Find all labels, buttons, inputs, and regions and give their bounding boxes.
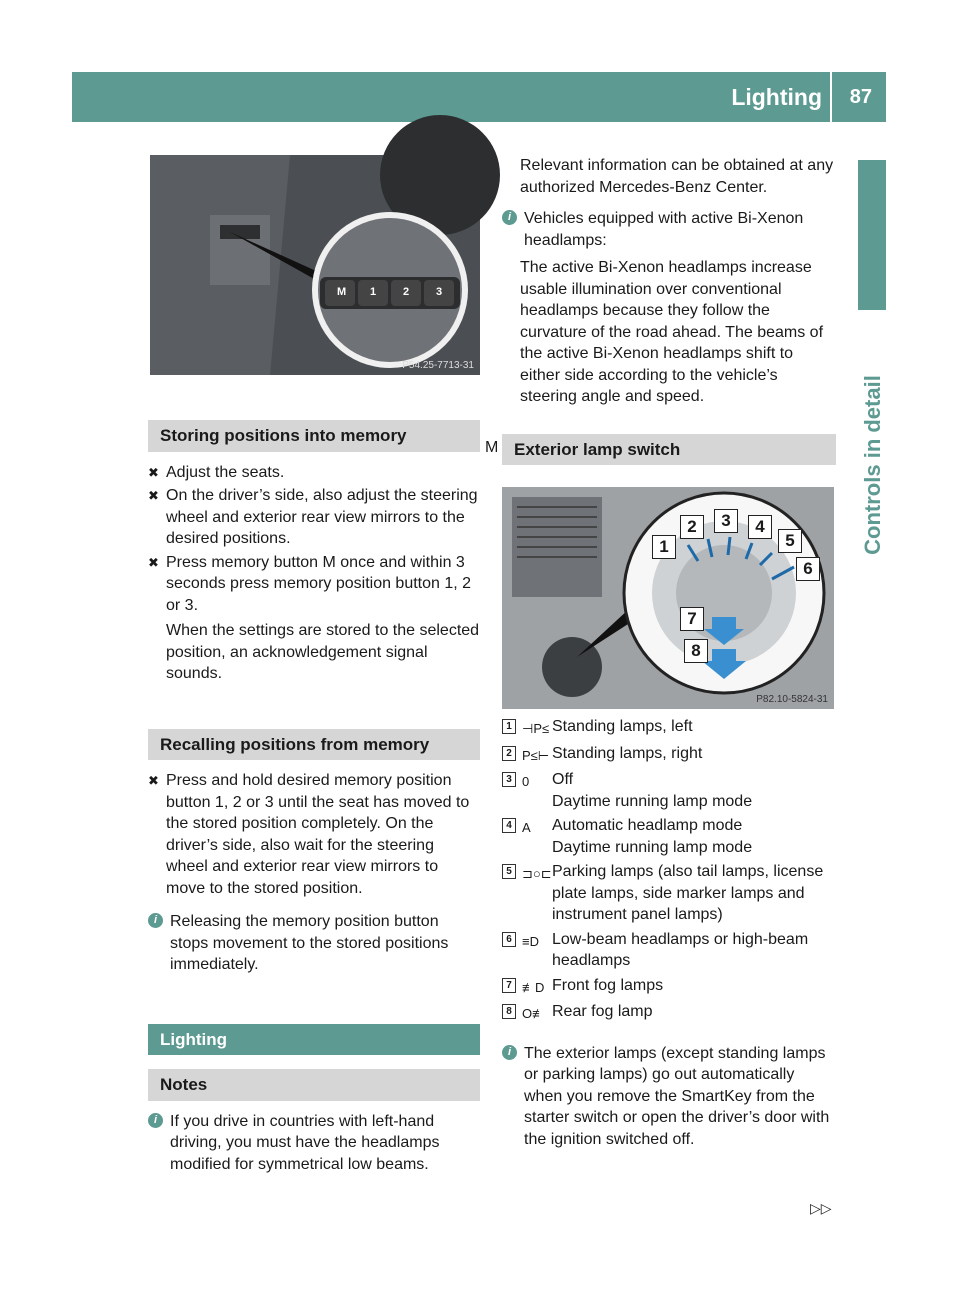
step-arrow-icon: ✖ [148,488,159,503]
off-icon: 0 [522,774,530,789]
legend-item: 7 ≢D Front fog lamps [502,975,836,999]
figure-caption: P82.10-5824-31 [756,694,828,705]
legend-item: 6 ≡D Low-beam headlamps or high-beam headlamps [502,929,836,972]
section-heading: Recalling positions from memory [148,729,480,761]
paragraph: The active Bi-Xenon headlamps increase usable illumination over conventional headlamps because they follow the curvature of the road ahead. The beams of the active Bi-Xenon headlamps shift to either side according to the vehicle’s steering angle and speed. [520,259,824,405]
info-note: i Releasing the memory position button stops movement to the stored positions immediately. [148,911,480,976]
callout-2: 2 [680,515,704,539]
memory-button-2-label: 2 [403,286,410,298]
callout-5: 5 [778,529,802,553]
instruction-step: ✖ Press and hold desired memory position button 1, 2 or 3 until the seat has moved to the stored position completely. On the driver’s side, also wait for the steering wheel and exterior rear view mirrors to move to the stored position. [148,772,470,897]
legend-item: 3 0 Off Daytime running lamp mode [502,769,836,812]
side-tab [858,160,886,310]
parking-lamps-icon: ⊐○⊏ [522,866,552,881]
callout-3: 3 [714,509,738,533]
paragraph: Relevant information can be obtained at any authorized Mercedes-Benz Center. [520,157,834,196]
low-beam-icon: ≡D [522,933,539,949]
info-note: i Vehicles equipped with active Bi-Xenon headlamps: [502,208,836,251]
front-fog-lamp-icon: ≢D [522,979,545,995]
callout-1: 1 [652,535,676,559]
section-heading-dark: Lighting [148,1024,480,1056]
subsection-heading: Notes [148,1069,480,1101]
info-note: i If you drive in countries with left-hand driving, you must have the headlamps modified for symmetrical low beams. [148,1111,480,1176]
step-arrow-icon: ✖ [148,554,159,570]
instruction-step: ✖ On the driver’s side, also adjust the steering wheel and exterior rear view mirrors to the desired positions. [148,487,478,547]
info-icon: i [502,210,517,225]
page-title: Lighting [731,84,822,110]
auto-headlamp-icon: A [522,820,531,835]
callout-7: 7 [680,607,704,631]
callout-6: 6 [796,557,820,581]
side-label: Controls in detail [860,375,885,555]
instruction-step: ✖ Press memory button M once and within 3 seconds press memory position button 1, 2 or 3. [148,553,472,614]
section-heading: Storing positions into memory [148,420,480,452]
callout-8: 8 [684,639,708,663]
memory-button-3-label: 3 [436,286,443,298]
step-arrow-icon: ✖ [148,773,159,788]
legend-item: 5 ⊐○⊏ Parking lamps (also tail lamps, license plate lamps, side marker lamps and instrument panel lamps) [502,861,836,926]
right-column [502,155,836,465]
header-divider [830,72,832,122]
info-icon: i [502,1045,517,1060]
legend-item: 1 ⊣P≤ Standing lamps, left [502,716,836,740]
continue-arrows: ▷▷ [810,1200,832,1216]
section-heading: Exterior lamp switch [502,434,836,466]
memory-button-m: M [485,439,499,456]
instruction-step: ✖ Adjust the seats. [148,462,480,484]
info-icon: i [148,1113,163,1128]
legend-item: 8 O≢ Rear fog lamp [502,1001,836,1025]
instruction-note: When the settings are stored to the selected position, an acknowledgement signal sounds. [166,622,480,682]
memory-button-m-label: M [337,286,347,298]
callout-4: 4 [748,515,772,539]
info-note: i The exterior lamps (except standing lamps or parking lamps) go out automatically when you remove the SmartKey from the starter switch or open the driver’s door with the ignition switched off. [502,1043,836,1151]
info-icon: i [148,913,163,928]
figure-caption: P54.25-7713-31 [402,360,474,371]
legend-item: 2 P≤⊢ Standing lamps, right [502,743,836,767]
page-header-bar [72,72,886,122]
memory-button-1-label: 1 [370,286,377,298]
page-number: 87 [849,86,872,108]
lamp-switch-photo [502,487,834,709]
lamp-switch-illustration [502,487,834,709]
standing-lamps-left-icon: ⊣P≤ [522,721,550,736]
legend-item: 4 A Automatic headlamp mode Daytime running lamp mode [502,815,836,858]
legend-list [502,716,836,1150]
rear-fog-lamp-icon: O≢ [522,1006,546,1021]
standing-lamps-right-icon: P≤⊢ [522,747,550,763]
memory-buttons-illustration [150,155,480,375]
left-column [148,420,480,1175]
step-arrow-icon: ✖ [148,464,159,480]
